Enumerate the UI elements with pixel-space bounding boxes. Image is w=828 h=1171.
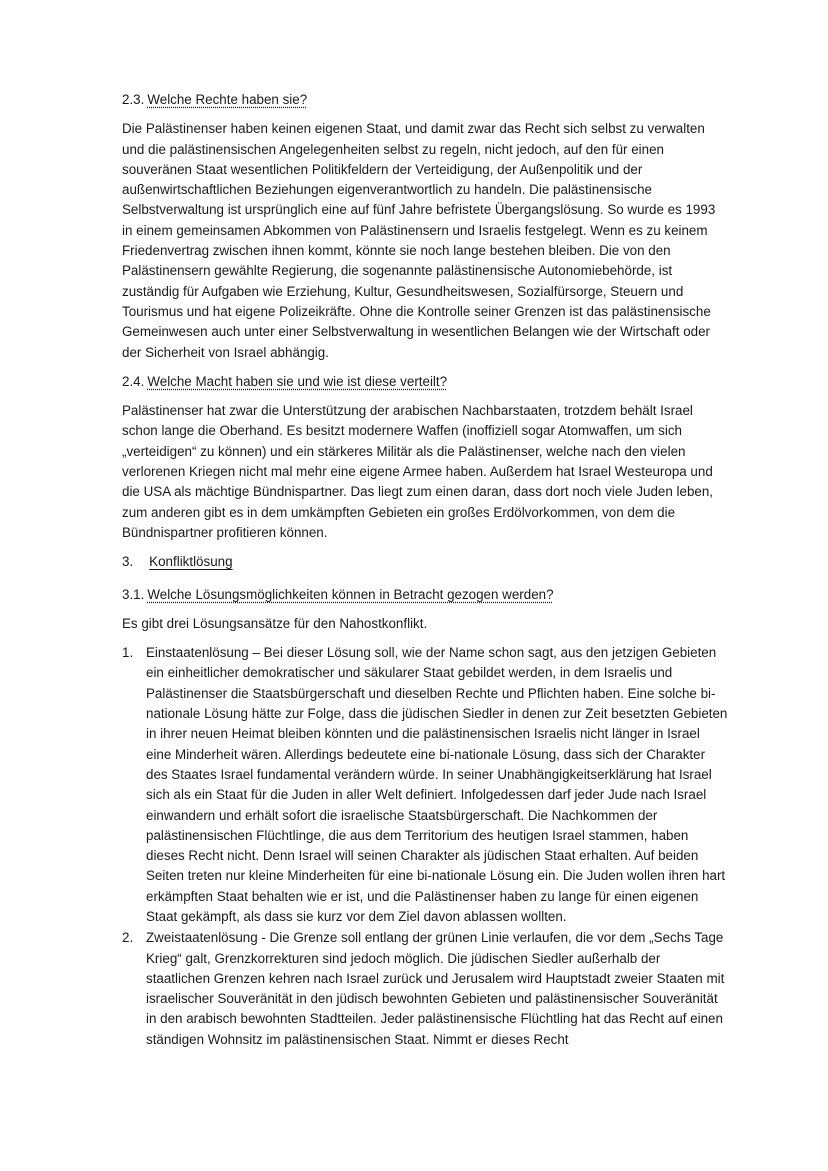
section-2-4-body: Palästinenser hat zwar die Unterstützung der arabischen Nachbarstaaten, trotzdem behält Israel schon lange die Oberhand. Es besitzt modernere Waffen (inoffiziell sogar Atomwaffen, um sich „verteidigen“ zu können) und ein stärkeres Militär als die Palästinenser, welche nach den vielen verlorenen Kriegen nicht mal mehr eine eigene Armee haben. Außerdem hat Israel Westeuropa und die USA als mächtige Bündnispartner. Das liegt zum einen daran, dass dort noch viele Juden leben, zum anderen gibt es in dem umkämpften Gebieten ein großes Erdölvorkommen, von dem die Bündnispartner profitieren können. — [122, 403, 714, 540]
section-2-3-heading — [122, 90, 728, 110]
section-2-3-number: 2.3. — [122, 92, 145, 107]
list-item-text: Zweistaatenlösung - Die Grenze soll entlang der grünen Linie verlaufen, die vor dem „Sechs Tage Krieg“ galt, Grenzkorrekturen sind jedoch möglich. Die jüdischen Siedler außerhalb der staatlichen Grenzen kehren nach Israel zurück und Jerusalem wird Hauptstadt zweier Staaten mit israelischer Souveränität in den jüdisch bewohnten Gebieten und palästinensischer Souveränität in den arabisch bewohnten Stadtteilen. Jeder palästinensische Flüchtling hat das Recht auf einen ständigen Wohnsitz im palästinensischen Staat. Nimmt er dieses Recht — [146, 930, 725, 1047]
section-2-3-body: Die Palästinenser haben keinen eigenen Staat, und damit zwar das Recht sich selbst zu verwalten und die palästinensischen Angelegenheiten selbst zu regeln, nicht jedoch, auf den für einen souveränen Staat wesentlichen Politikfeldern der Verteidigung, der Außenpolitik und der außenwirtschaftlichen Beziehungen eigenverantwortlich zu handeln. Die palästinensische Selbstverwaltung ist ursprünglich eine auf fünf Jahre befristete Übergangslösung. So wurde es 1993 in einem gemeinsamen Abkommen von Palästinensern und Israelis festgelegt. Wenn es zu keinem Friedenvertrag zwischen ihnen kommt, könnte sie noch lange bestehen bleiben. Die von den Palästinensern gewählte Regierung, die sogenannte palästinensische Autonomiebehörde, ist zuständig für Aufgaben wie Erziehung, Kultur, Gesundheitswesen, Sozialfürsorge, Steuern und Tourismus und hat eigene Polizeikräfte. Ohne die Kontrolle seiner Grenzen ist das palästinensische Gemeinwesen auch unter einer Selbstverwaltung in wesentlichen Belangen wie der Wirtschaft oder der Sicherheit von Israel abhängig. — [122, 121, 716, 360]
section-2-4-title: Welche Macht haben sie und wie ist diese verteilt? — [147, 373, 448, 389]
solution-list — [122, 643, 728, 1050]
section-3-1-heading — [122, 585, 728, 605]
section-3-1-number: 3.1. — [122, 586, 145, 602]
section-2-3-title: Welche Rechte haben sie? — [147, 92, 308, 107]
section-3-heading — [122, 552, 728, 572]
section-2-4-heading — [122, 372, 728, 392]
document-content — [122, 90, 728, 1051]
list-item — [122, 643, 728, 927]
list-item-number: 2. — [122, 930, 134, 946]
section-3-title: Konfliktlösung — [149, 554, 233, 570]
section-2-4-number: 2.4. — [122, 373, 145, 389]
list-item-text: Einstaatenlösung – Bei dieser Lösung soll, wie der Name schon sagt, aus den jetzigen Gebieten ein einheitlicher demokratischer und säkularer Staat gebildet werden, in dem Israelis und Palästinenser die Staatsbürgerschaft und dieselben Rechte und Pflichten haben. Eine solche bi-nationale Lösung hätte zur Folge, dass die jüdischen Siedler in denen zur Zeit besetzten Gebieten in ihrer neuen Heimat bleiben könnten und die palästinensischen Israelis nicht länger in Israel eine Minderheit wären. Allerdings bedeutete eine bi-nationale Lösung, dass sich der Charakter des Staates Israel fundamental verändern würde. In seiner Unabhängigkeitserklärung hat Israel sich als ein Staat für die Juden in aller Welt definiert. Infolgedessen darf jeder Jude nach Israel einwandern und erhält sofort die israelische Staatsbürgerschaft. Die Nachkommen der palästinensischen Flüchtlinge, die aus dem Territorium des heutigen Israel stammen, haben dieses Recht nicht. Denn Israel will seinen Charakter als jüdischen Staat erhalten. Auf beiden Seiten treten nur kleine Minderheiten für eine bi-nationale Lösung ein. Die Juden wollen ihren hart erkämpften Staat behalten wie er ist, und die Palästinenser haben zu lange für einen eigenen Staat gekämpft, als dass sie kurz vor dem Ziel davon ablassen wollten. — [146, 645, 728, 924]
list-item-number: 1. — [122, 645, 134, 661]
section-3-number: 3. — [122, 554, 134, 570]
section-3-1-intro: Es gibt drei Lösungsansätze für den Nahostkonflikt. — [122, 615, 428, 631]
list-item — [122, 928, 728, 1050]
section-3-1-title: Welche Lösungsmöglichkeiten können in Betracht gezogen werden? — [147, 586, 554, 602]
